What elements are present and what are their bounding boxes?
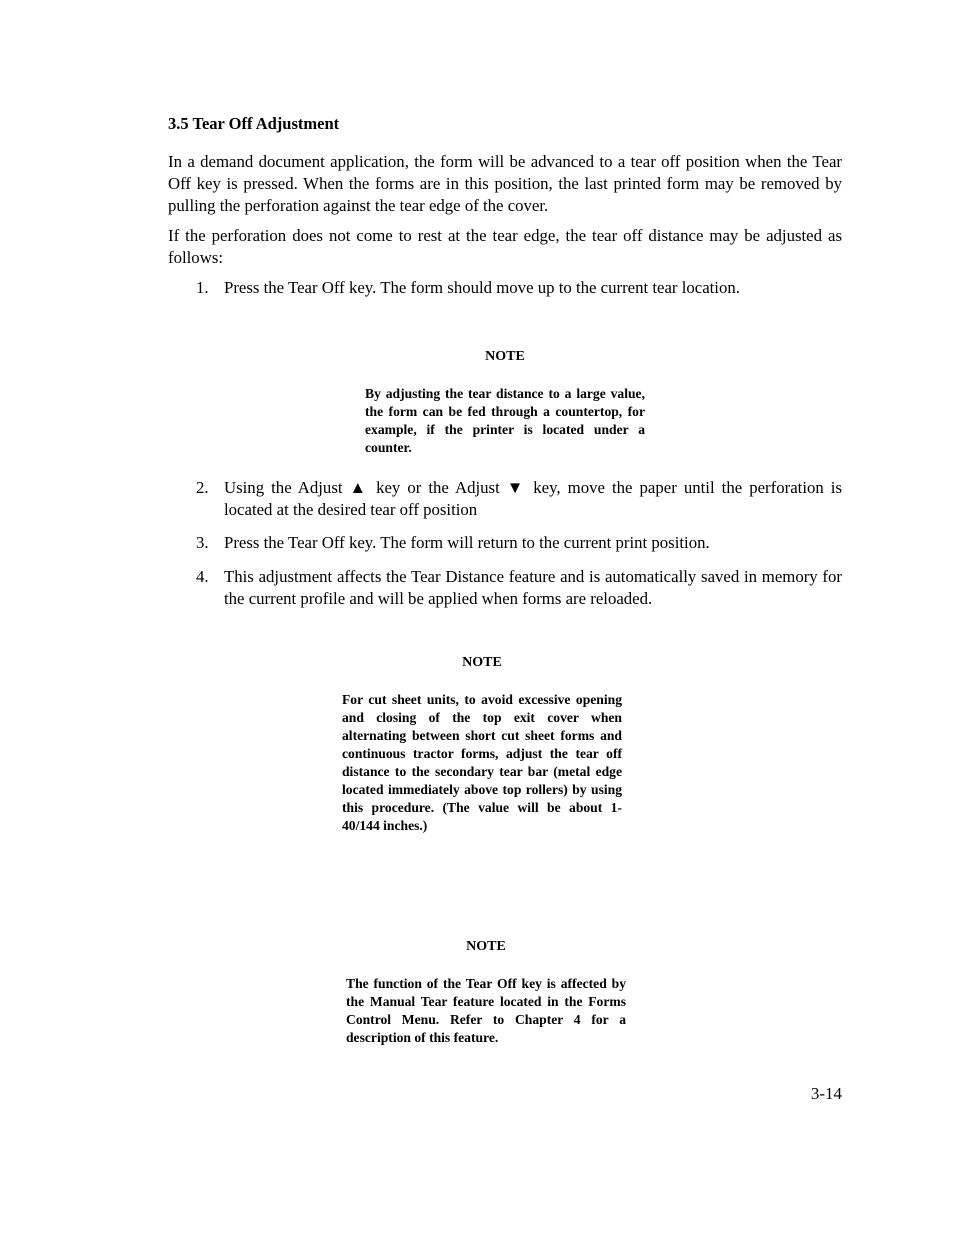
step-item-4 xyxy=(196,566,842,610)
note-body: The function of the Tear Off key is affected by the Manual Tear feature located in the Forms Control Menu. Refer to Chapter 4 for a description of this feature. xyxy=(346,976,626,1045)
step-text: This adjustment affects the Tear Distance feature and is automatically saved in memory for the current profile and will be applied when forms are reloaded. xyxy=(224,567,842,608)
note-body: By adjusting the tear distance to a large value, the form can be fed through a countertop, for example, if the printer is located under a counter. xyxy=(365,386,645,455)
step-number: 4. xyxy=(196,567,209,586)
note-body: For cut sheet units, to avoid excessive opening and closing of the top exit cover when alternating between short cut sheet forms and continuous tractor forms, adjust the tear off distance to the secondary tear bar (metal edge located immediately above top rollers) by using this procedure. (The value will be about 1-40/144 inches.) xyxy=(342,692,622,833)
page-number: 3-14 xyxy=(810,1084,842,1103)
step-text: Press the Tear Off key. The form will return to the current print position. xyxy=(224,533,710,552)
step-number: 1. xyxy=(196,278,209,297)
step-item-2 xyxy=(196,477,842,521)
note-title: NOTE xyxy=(466,939,506,954)
note-title: NOTE xyxy=(485,349,525,364)
step-text: Using the Adjust ▲ key or the Adjust ▼ key, move the paper until the perforation is located at the desired tear off position xyxy=(224,478,842,519)
adjust-paragraph: If the perforation does not come to rest at the tear edge, the tear off distance may be adjusted as follows: xyxy=(168,226,842,267)
intro-paragraph: In a demand document application, the form will be advanced to a tear off position when the Tear Off key is pressed. When the forms are in this position, the last printed form may be removed by pulling the perforation against the tear edge of the cover. xyxy=(168,152,842,215)
step-number: 2. xyxy=(196,478,209,497)
step-number: 3. xyxy=(196,533,209,552)
section-heading: 3.5 Tear Off Adjustment xyxy=(168,114,340,133)
note-title: NOTE xyxy=(462,655,502,670)
step-item-3 xyxy=(196,532,842,554)
step-text: Press the Tear Off key. The form should move up to the current tear location. xyxy=(224,278,740,297)
step-item-1 xyxy=(196,277,842,299)
